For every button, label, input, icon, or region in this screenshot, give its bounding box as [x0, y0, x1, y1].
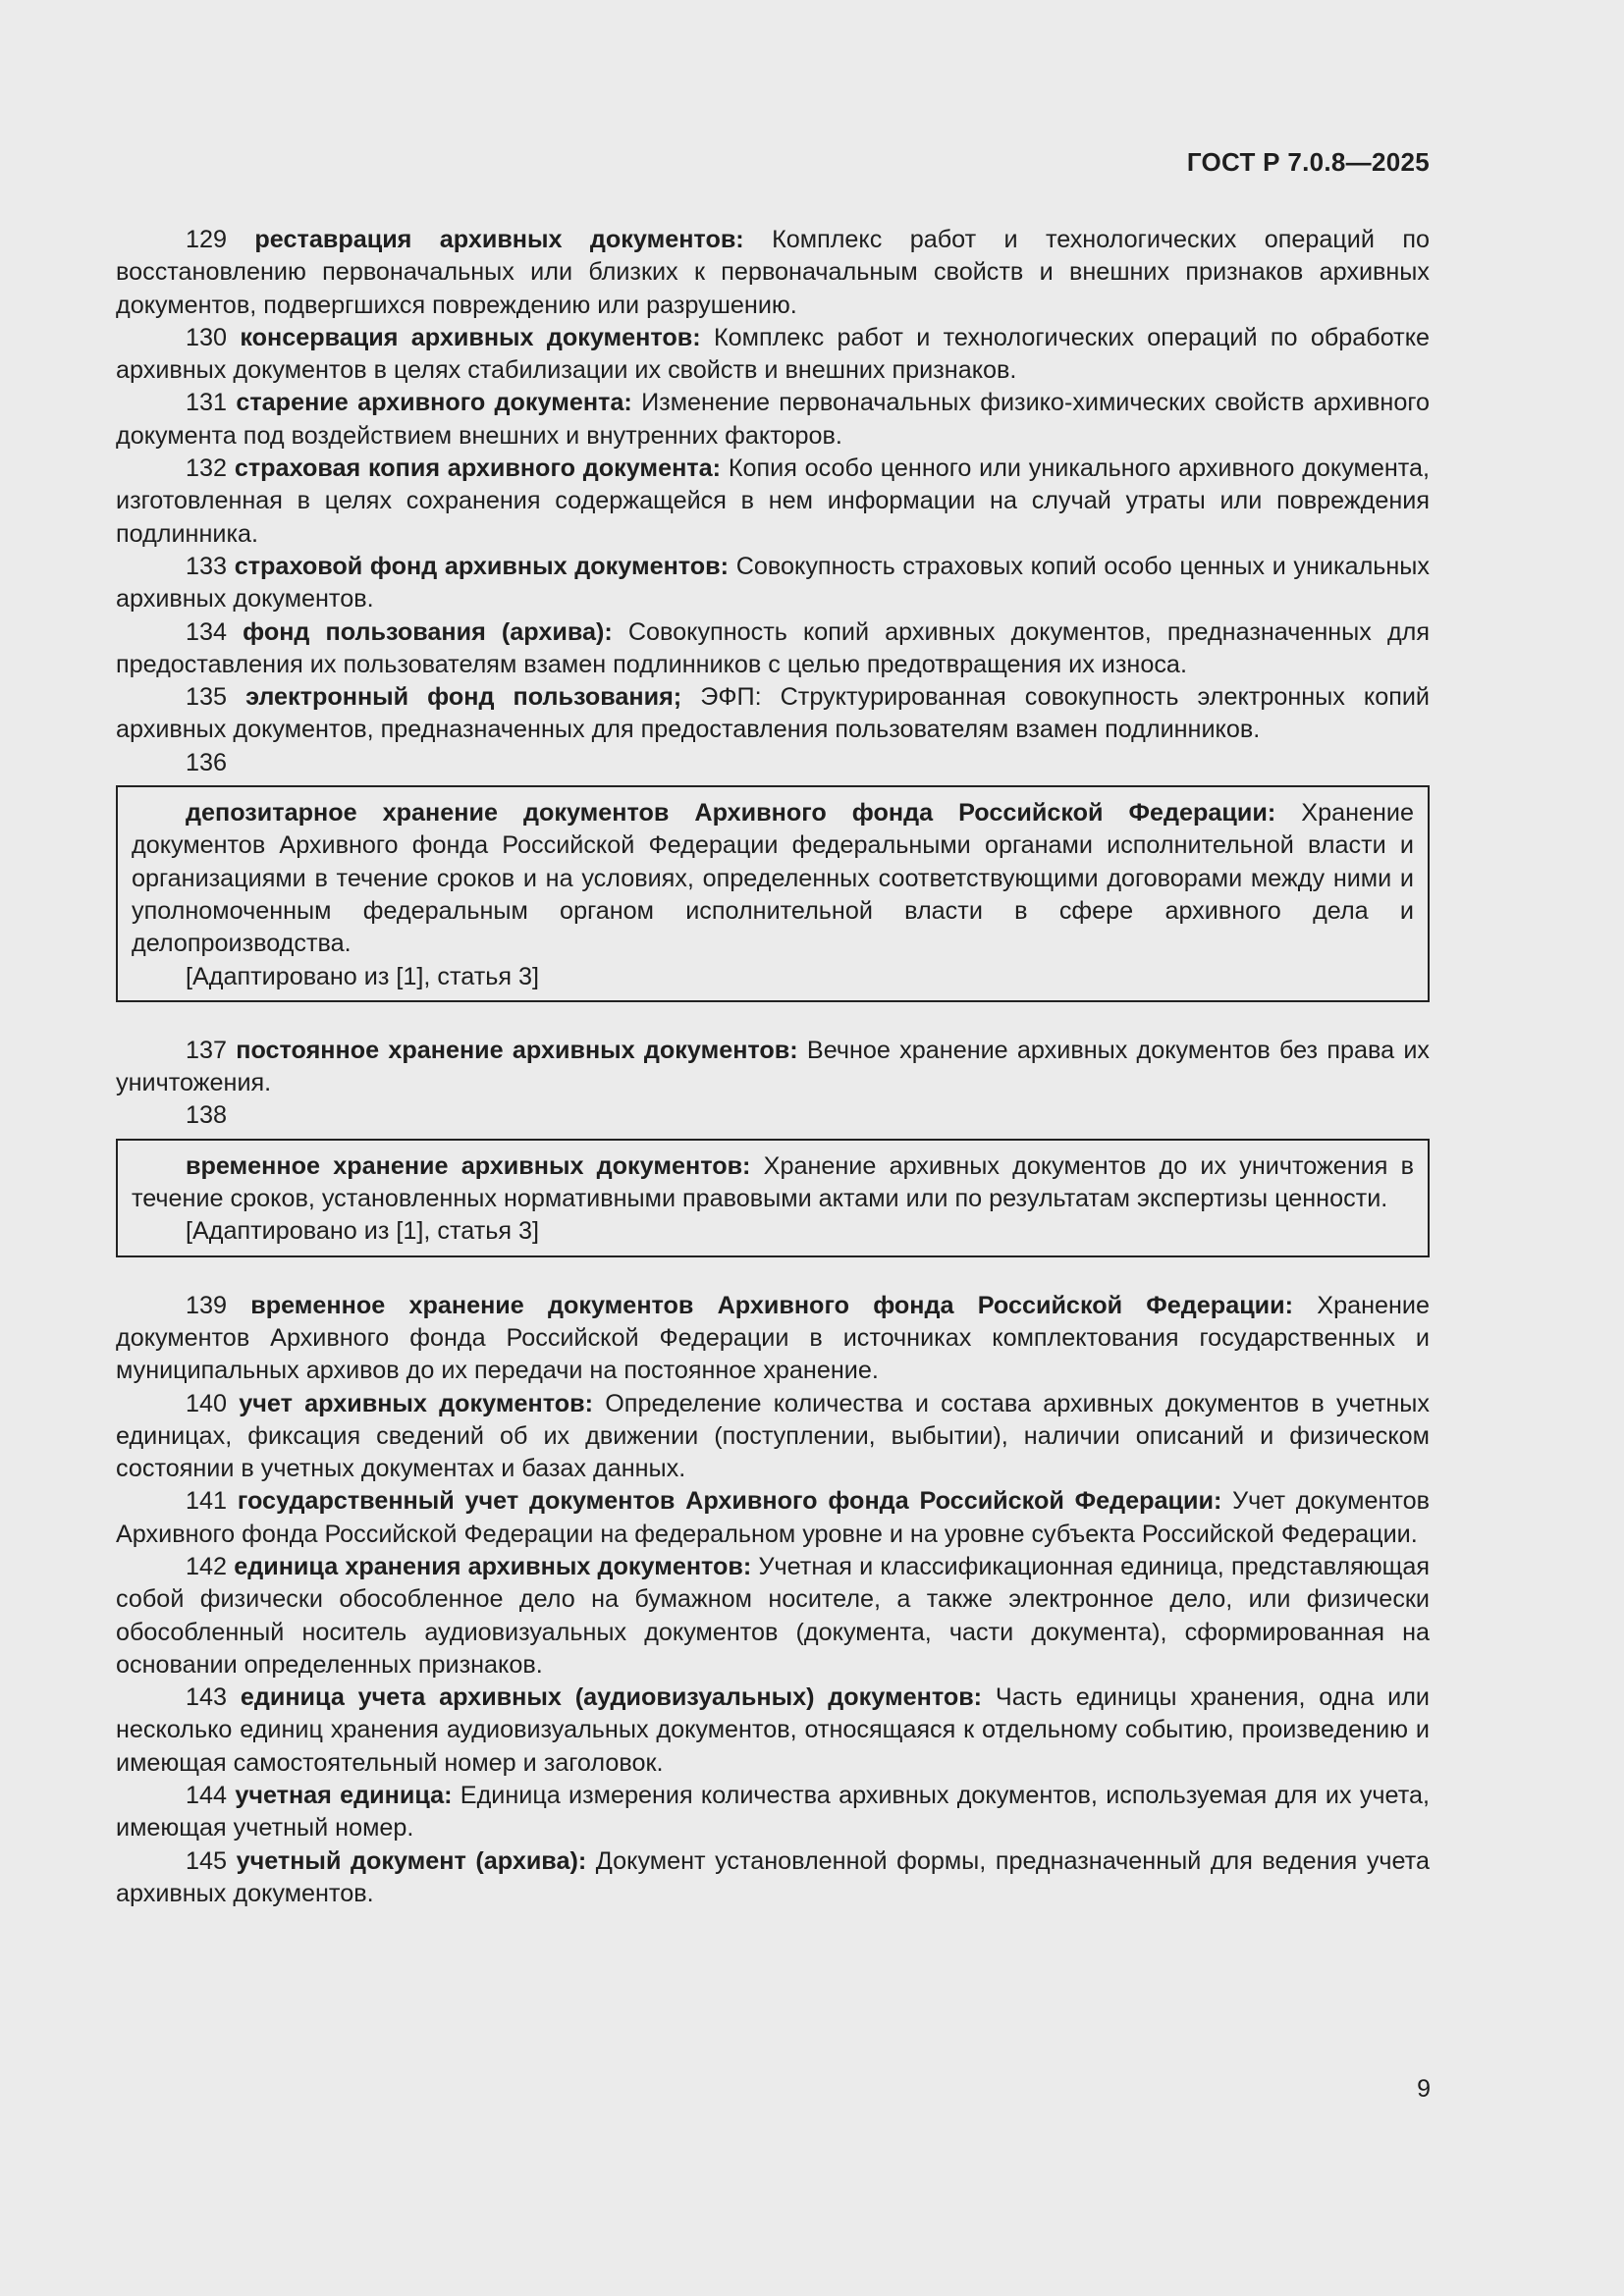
entry-definition: Хранение архивных документов до их уничтожения в течение сроков, установленных нормативными правовыми актами или по результатам экспертизы ценности. [132, 1151, 1415, 1213]
entry-term: старение архивного документа: [236, 389, 632, 417]
entry-definition: ЭФП: Структурированная совокупность электронных копий архивных документов, предназначенных для предоставления пользователям взамен подлинников. [116, 683, 1430, 744]
entry-number: 139 [186, 1291, 228, 1319]
entry-definition: Единица измерения количества архивных документов, используемая для их учета, имеющая учетный номер. [116, 1782, 1430, 1842]
entry-138-number: 138 [186, 1101, 228, 1130]
entry-term: депозитарное хранение документов Архивного фонда Российской Федерации: [186, 799, 1276, 828]
entry-definition: Копия особо ценного или уникального архивного документа, изготовленная в целях сохранения содержащейся в нем информации на случай утраты или повреждения подлинника. [116, 454, 1431, 548]
entry-definition: Хранение документов Архивного фонда Российской Федерации федеральными органами исполнительной власти и организациями в течение сроков и на условиях, определенных соответствующими договорами между ними и уполномоченным федеральным органом исполнительной власти в сфере архивного дела и делопроизводства. [132, 799, 1415, 958]
entry-129 [116, 224, 1430, 322]
entry-130 [116, 322, 1430, 388]
entry-138-box [116, 1139, 1430, 1257]
entry-term: электронный фонд пользования; [245, 683, 682, 712]
entry-number: 140 [186, 1389, 228, 1417]
entry-definition: Документ установленной формы, предназначенный для ведения учета архивных документов. [116, 1846, 1430, 1907]
entry-number: 133 [186, 552, 228, 580]
entry-definition: Совокупность копий архивных документов, предназначенных для предоставления их пользователям взамен подлинников с целью предотвращения их износа. [116, 617, 1430, 678]
entry-137 [116, 1035, 1430, 1100]
entry-term: учетный документ (архива): [236, 1846, 587, 1875]
entry-source: [Адаптировано из [1], статья 3] [186, 1217, 540, 1246]
entry-term: единица хранения архивных документов: [234, 1552, 752, 1580]
entry-136-number: 136 [186, 748, 228, 776]
entry-definition: Изменение первоначальных физико-химических свойств архивного документа под воздействием внешних и внутренних факторов. [116, 389, 1430, 450]
entry-source: [Адаптировано из [1], статья 3] [186, 962, 540, 990]
entry-138 [132, 1150, 1414, 1216]
entry-134 [116, 616, 1430, 682]
entry-definition: Комплекс работ и технологических операций по восстановлению первоначальных или близких к первоначальным свойств и внешних признаков архивных документов, подвергшихся повреждению или разрушению. [116, 226, 1430, 319]
entry-term: реставрация архивных документов: [254, 226, 744, 253]
entry-136-box [116, 785, 1430, 1002]
entry-term: временное хранение документов Архивного фонда Российской Федерации: [250, 1291, 1294, 1319]
entry-definition: Совокупность страховых копий особо ценных и уникальных архивных документов. [116, 552, 1431, 614]
entry-number: 129 [186, 226, 228, 253]
entry-term: страховой фонд архивных документов: [234, 552, 730, 580]
entry-definition: Вечное хранение архивных документов без права их уничтожения. [116, 1036, 1430, 1097]
entry-term: временное хранение архивных документов: [186, 1151, 751, 1180]
entry-term: единица учета архивных (аудиовизуальных) документов: [240, 1683, 983, 1712]
entry-definition: Учетная и классификационная единица, представляющая собой физически обособленное дело на бумажном носителе, а также электронное дело, или физически обособленный носитель аудиовизуальных документов (документа, части документа), сформированная на основании определенных признаков. [116, 1552, 1430, 1679]
entry-145 [116, 1845, 1430, 1911]
entry-139 [116, 1290, 1430, 1388]
entry-142 [116, 1551, 1430, 1682]
entry-number: 134 [186, 617, 228, 646]
entry-140 [116, 1388, 1430, 1486]
entry-136 [132, 797, 1414, 960]
entry-definition: Хранение документов Архивного фонда Российской Федерации в источниках комплектования государственных и муниципальных архивов до их передачи на постоянное хранение. [116, 1291, 1430, 1385]
entry-definition: Учет документов Архивного фонда Российской Федерации на федеральном уровне и на уровне субъекта Российской Федерации. [116, 1487, 1431, 1548]
entry-term: учет архивных документов: [239, 1389, 593, 1417]
entry-number: 131 [186, 389, 228, 417]
entry-term: постоянное хранение архивных документов: [236, 1036, 798, 1064]
entry-number: 132 [186, 454, 228, 483]
entry-143 [116, 1682, 1430, 1780]
entry-term: страховая копия архивного документа: [234, 454, 722, 483]
entry-135 [116, 681, 1430, 747]
page-number: 9 [1417, 2075, 1431, 2103]
entry-132 [116, 453, 1430, 551]
entry-number: 143 [186, 1683, 228, 1712]
entry-number: 135 [186, 683, 228, 712]
entry-number: 144 [186, 1782, 228, 1810]
entry-number: 137 [186, 1036, 228, 1064]
entry-131 [116, 387, 1430, 453]
entry-number: 142 [186, 1552, 228, 1580]
document-header: ГОСТ Р 7.0.8—2025 [1186, 147, 1430, 177]
entry-definition: Комплекс работ и технологических операций по обработке архивных документов в целях стабилизации их свойств и внешних признаков. [116, 323, 1431, 385]
entry-definition: Часть единицы хранения, одна или несколько единиц хранения аудиовизуальных документов, относящаяся к отдельному событию, произведению и имеющая самостоятельный номер и заголовок. [116, 1683, 1430, 1777]
entry-133 [116, 551, 1430, 616]
entry-term: учетная единица: [235, 1782, 453, 1810]
entry-term: государственный учет документов Архивного фонда Российской Федерации: [237, 1487, 1222, 1516]
entry-term: консервация архивных документов: [240, 323, 701, 351]
entry-number: 145 [186, 1846, 228, 1875]
entry-number: 141 [186, 1487, 228, 1516]
entry-term: фонд пользования (архива): [243, 617, 613, 646]
entry-144 [116, 1780, 1430, 1845]
entry-definition: Определение количества и состава архивных документов в учетных единицах, фиксация сведений об их движении (поступлении, выбытии), наличии описаний и физическом состоянии в учетных документах и базах данных. [116, 1389, 1430, 1483]
entry-number: 130 [186, 323, 228, 351]
entry-141 [116, 1485, 1430, 1551]
document-body [116, 224, 1430, 1910]
